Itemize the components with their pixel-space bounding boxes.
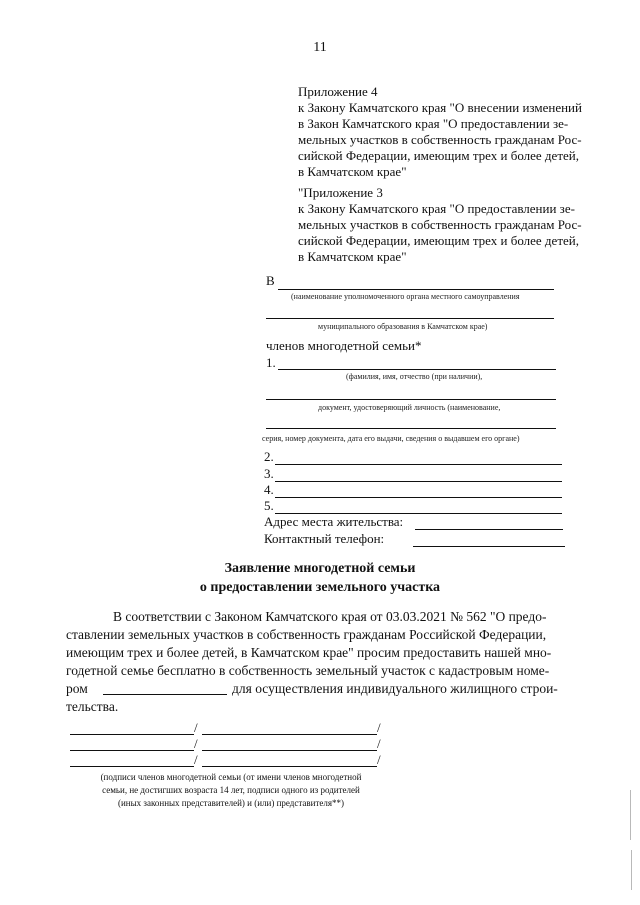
appendix-3-line: "Приложение 3 <box>298 185 383 200</box>
page-number: 11 <box>313 40 327 55</box>
body-line-4: годетной семье бесплатно в собственность земельный участок с кадастровым номе- <box>66 663 550 678</box>
body-line-6: тельства. <box>66 699 119 714</box>
signature-field[interactable] <box>70 734 194 735</box>
signature-note-line: семьи, не достигших возраста 14 лет, подписи одного из родителей <box>102 785 360 795</box>
signature-field[interactable] <box>70 750 194 751</box>
appendix-3-line: мельных участков в собственность гражданам Рос- <box>298 217 582 232</box>
member-4-field[interactable] <box>275 497 562 498</box>
addressee-hint-2: муниципального образования в Камчатском крае) <box>318 322 488 331</box>
scan-artifact <box>631 850 632 890</box>
document-title-line-1: Заявление многодетной семьи <box>224 561 416 576</box>
member-1-number: 1. <box>266 355 276 370</box>
member-1-document-field[interactable] <box>266 399 556 400</box>
appendix-4-line: Приложение 4 <box>298 84 378 99</box>
member-3-number: 3. <box>264 466 274 481</box>
signature-slash: / <box>194 736 198 751</box>
appendix-3-line: в Камчатском крае" <box>298 249 407 264</box>
member-1-name-field[interactable] <box>278 369 556 370</box>
member-hint-document: документ, удостоверяющий личность (наименование, <box>318 403 501 412</box>
phone-field[interactable] <box>413 546 565 547</box>
signature-note-line: (подписи членов многодетной семьи (от имени членов многодетной <box>100 772 362 782</box>
document-title-line-2: о предоставлении земельного участка <box>199 580 441 595</box>
body-line-1: В соответствии с Законом Камчатского края от 03.03.2021 № 562 "О предо- <box>113 609 547 624</box>
addressee-prefix: В <box>266 273 275 288</box>
appendix-3-line: к Закону Камчатского края "О предоставлении зе- <box>298 201 575 216</box>
appendix-4-line: в Камчатском крае" <box>298 164 407 179</box>
signature-slash: / <box>194 752 198 767</box>
signature-note-line: (иных законных представителей) и (или) представителя**) <box>117 798 345 808</box>
appendix-4-header <box>298 84 582 180</box>
member-5-number: 5. <box>264 498 274 513</box>
appendix-4-line: сийской Федерации, имеющим трех и более детей, <box>298 148 579 163</box>
appendix-4-line: в Закон Камчатского края "О предоставлении зе- <box>298 116 569 131</box>
signature-slash: / <box>377 736 381 751</box>
appendix-3-header <box>298 185 582 265</box>
appendix-3-line: сийской Федерации, имеющим трех и более детей, <box>298 233 579 248</box>
addressee-municipality-field[interactable] <box>266 318 554 319</box>
signature-name-field[interactable] <box>202 734 377 735</box>
members-heading: членов многодетной семьи* <box>266 338 422 353</box>
scan-artifact <box>630 790 631 840</box>
signature-slash: / <box>194 720 198 735</box>
cadastral-number-field[interactable] <box>103 694 227 695</box>
appendix-4-line: мельных участков в собственность гражданам Рос- <box>298 132 582 147</box>
body-line-3: имеющим трех и более детей, в Камчатском крае" просим предоставить нашей мно- <box>66 645 552 660</box>
signature-slash: / <box>377 720 381 735</box>
body-line-2: ставлении земельных участков в собственность гражданам Российской Федерации, <box>66 627 547 642</box>
phone-label: Контактный телефон: <box>264 531 385 546</box>
member-hint-series: серия, номер документа, дата его выдачи, сведения о выдавшем его органе) <box>262 434 520 443</box>
body-line-5-end: для осуществления индивидуального жилищного строи- <box>232 681 558 696</box>
member-4-number: 4. <box>264 482 274 497</box>
addressee-authority-field[interactable] <box>278 289 554 290</box>
member-1-series-field[interactable] <box>266 428 556 429</box>
signature-name-field[interactable] <box>202 750 377 751</box>
member-hint-name: (фамилия, имя, отчество (при наличии), <box>346 372 483 381</box>
address-field[interactable] <box>415 529 563 530</box>
body-line-5-start: ром <box>66 681 88 696</box>
appendix-4-line: к Закону Камчатского края "О внесении изменений <box>298 100 582 115</box>
signature-field[interactable] <box>70 766 194 767</box>
member-3-field[interactable] <box>275 481 562 482</box>
signature-note <box>70 771 392 810</box>
member-2-field[interactable] <box>275 464 562 465</box>
addressee-hint-1: (наименование уполномоченного органа местного самоуправления <box>291 292 520 301</box>
signature-slash: / <box>377 752 381 767</box>
signature-name-field[interactable] <box>202 766 377 767</box>
address-label: Адрес места жительства: <box>264 514 404 529</box>
member-2-number: 2. <box>264 449 274 464</box>
